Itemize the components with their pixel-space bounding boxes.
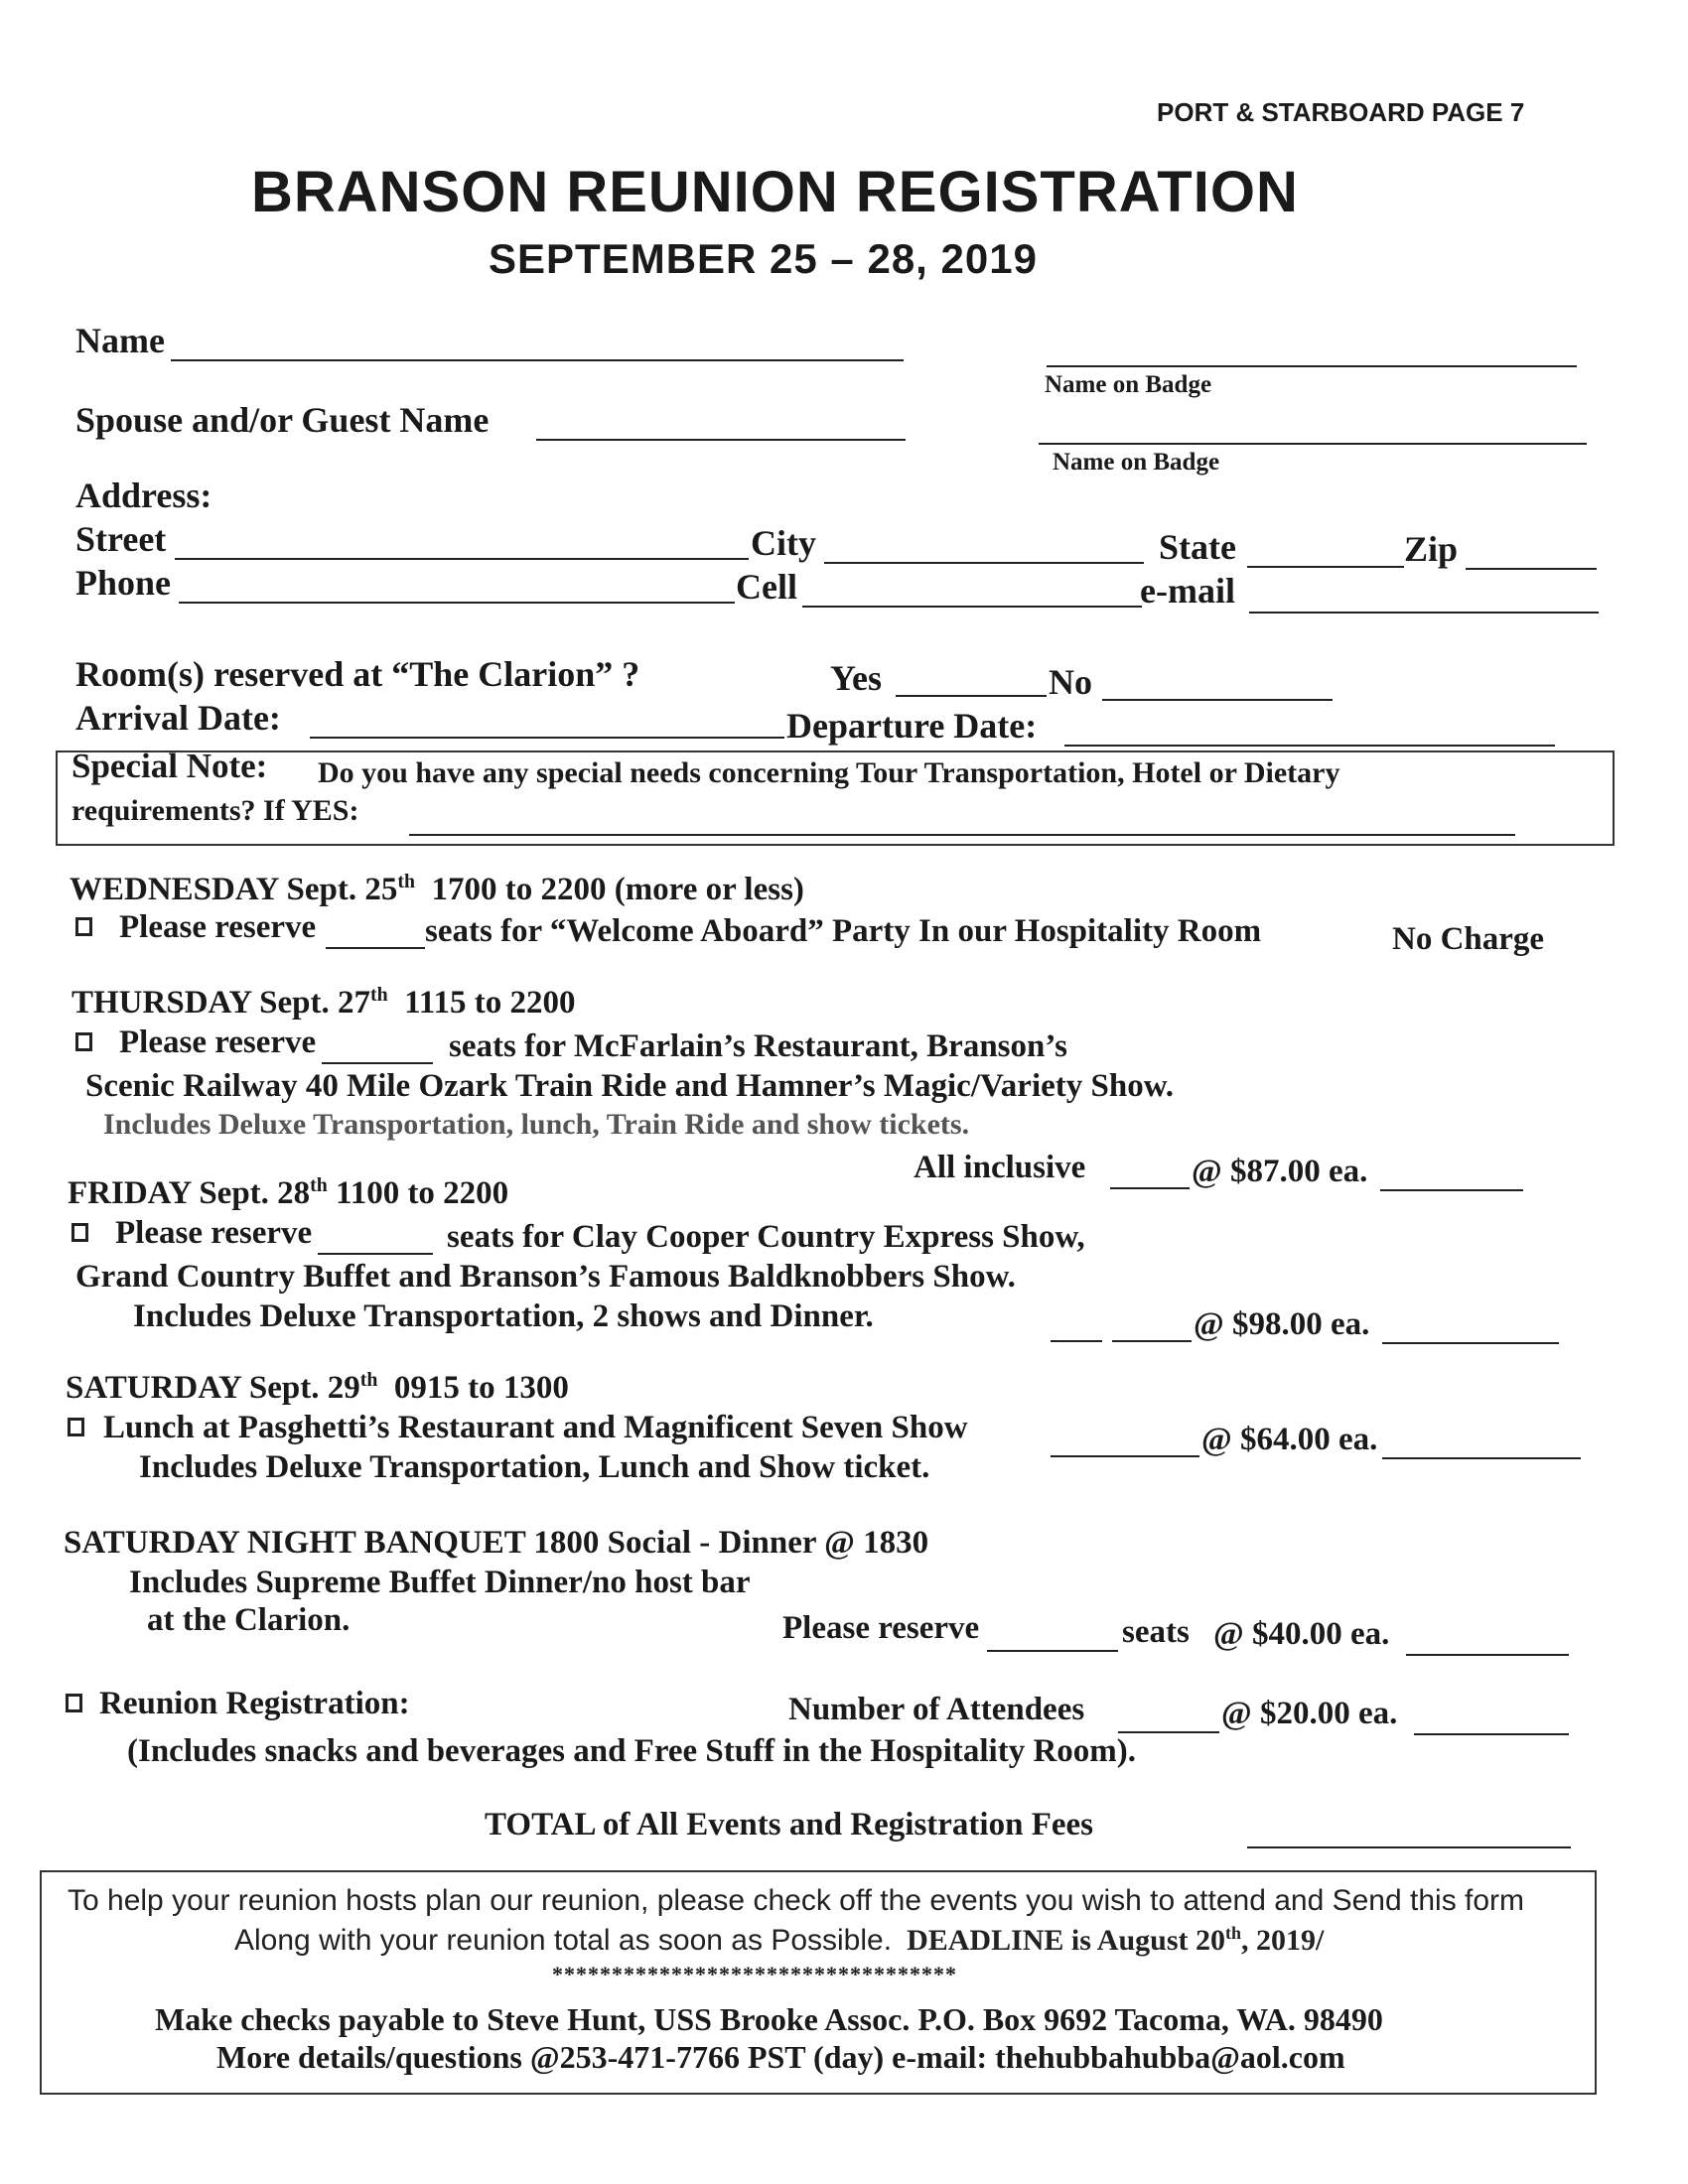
special-note-label: Special Note: — [71, 747, 268, 785]
banquet-seats-field[interactable] — [987, 1650, 1118, 1652]
registration-includes: (Includes snacks and beverages and Free Stuff in the Hospitality Room). — [127, 1733, 1137, 1769]
phone-field[interactable] — [179, 602, 735, 604]
thursday-reserve-label: Please reserve — [119, 1024, 317, 1060]
street-label: Street — [75, 519, 167, 559]
arrival-date-label: Arrival Date: — [75, 698, 281, 738]
friday-seats-field[interactable] — [318, 1253, 433, 1255]
thursday-checkbox[interactable] — [75, 1032, 92, 1051]
wednesday-seats-field[interactable] — [326, 947, 425, 949]
checks-payable: Make checks payable to Steve Hunt, USS Brooke Assoc. P.O. Box 9692 Tacoma, WA. 98490 — [155, 2001, 1383, 2037]
address-label: Address: — [75, 476, 212, 515]
thursday-price: @ $87.00 ea. — [1192, 1154, 1368, 1189]
thursday-description: seats for McFarlain’s Restaurant, Branson’s — [449, 1028, 1067, 1064]
banquet-reserve-label: Please reserve — [782, 1610, 980, 1646]
thursday-total-field[interactable] — [1380, 1189, 1523, 1191]
phone-label: Phone — [75, 563, 172, 603]
wednesday-reserve-label: Please reserve — [119, 909, 317, 945]
arrival-date-field[interactable] — [310, 737, 784, 739]
friday-qty-field-b[interactable] — [1112, 1340, 1192, 1342]
zip-label: Zip — [1404, 529, 1459, 569]
total-field[interactable] — [1247, 1846, 1571, 1848]
badge-name-field-2[interactable] — [1039, 443, 1587, 445]
badge-name-field-1[interactable] — [1047, 365, 1577, 367]
friday-total-field[interactable] — [1382, 1342, 1559, 1344]
thursday-qty-field[interactable] — [1110, 1187, 1190, 1189]
event-dates: SEPTEMBER 25 – 28, 2019 — [489, 235, 1038, 282]
friday-checkbox[interactable] — [71, 1223, 88, 1242]
friday-includes: Includes Deluxe Transportation, 2 shows and Dinner. — [133, 1298, 874, 1334]
friday-price: @ $98.00 ea. — [1194, 1306, 1370, 1342]
name-label: Name — [75, 321, 165, 360]
friday-description-2: Grand Country Buffet and Branson’s Famous Baldknobbers Show. — [75, 1259, 1016, 1295]
thursday-seats-field[interactable] — [322, 1062, 433, 1064]
banquet-seats-label: seats — [1122, 1614, 1190, 1650]
footer-instructions-2: Along with your reunion total as soon as Possible. DEADLINE is August 20th, 2019/ — [234, 1923, 1325, 1957]
form-title: BRANSON REUNION REGISTRATION — [251, 160, 1299, 224]
saturday-heading: SATURDAY Sept. 29th 0915 to 1300 — [66, 1369, 569, 1406]
attendees-label: Number of Attendees — [788, 1692, 1085, 1727]
saturday-checkbox[interactable] — [68, 1418, 84, 1436]
rooms-reserved-label: Room(s) reserved at “The Clarion” ? — [75, 654, 640, 694]
thursday-heading: THURSDAY Sept. 27th 1115 to 2200 — [71, 984, 576, 1021]
registration-checkbox[interactable] — [66, 1694, 82, 1712]
wednesday-description: seats for “Welcome Aboard” Party In our Hospitality Room — [425, 913, 1262, 949]
total-label: TOTAL of All Events and Registration Fees — [485, 1807, 1093, 1843]
saturday-total-field[interactable] — [1382, 1457, 1581, 1459]
saturday-includes: Includes Deluxe Transportation, Lunch and Show ticket. — [139, 1449, 930, 1485]
name-field[interactable] — [171, 359, 904, 361]
registration-total-field[interactable] — [1414, 1733, 1569, 1735]
wednesday-checkbox[interactable] — [75, 917, 92, 936]
contact-details: More details/questions @253-471-7766 PST (day) e-mail: thehubbahubba@aol.com — [216, 2039, 1345, 2075]
saturday-price: @ $64.00 ea. — [1201, 1422, 1378, 1457]
email-label: e-mail — [1140, 571, 1235, 611]
thursday-description-2: Scenic Railway 40 Mile Ozark Train Ride and Hamner’s Magic/Variety Show. — [85, 1068, 1174, 1104]
saturday-description: Lunch at Pasghetti’s Restaurant and Magnificent Seven Show — [103, 1410, 968, 1445]
spouse-name-field[interactable] — [536, 439, 906, 441]
friday-description: seats for Clay Cooper Country Express Show, — [447, 1219, 1085, 1255]
email-field[interactable] — [1249, 612, 1599, 614]
friday-heading: FRIDAY Sept. 28th 1100 to 2200 — [68, 1174, 509, 1211]
banquet-location: at the Clarion. — [147, 1602, 351, 1638]
banquet-total-field[interactable] — [1406, 1654, 1569, 1656]
thursday-inclusive-label: All inclusive — [914, 1150, 1086, 1185]
banquet-includes: Includes Supreme Buffet Dinner/no host bar — [129, 1565, 751, 1600]
registration-label: Reunion Registration: — [99, 1686, 410, 1721]
badge-label-1: Name on Badge — [1045, 371, 1212, 398]
yes-field[interactable] — [896, 695, 1047, 697]
yes-label: Yes — [830, 658, 882, 698]
banquet-heading: SATURDAY NIGHT BANQUET 1800 Social - Dinner @ 1830 — [64, 1525, 929, 1561]
saturday-qty-field[interactable] — [1051, 1455, 1199, 1457]
departure-date-field[interactable] — [1064, 745, 1555, 747]
banquet-price: @ $40.00 ea. — [1213, 1616, 1390, 1652]
friday-reserve-label: Please reserve — [115, 1215, 313, 1251]
special-needs-field[interactable] — [409, 834, 1515, 836]
deadline-text: DEADLINE is August 20th, 2019/ — [907, 1923, 1325, 1957]
city-label: City — [751, 523, 816, 563]
state-field[interactable] — [1247, 566, 1404, 568]
spouse-label: Spouse and/or Guest Name — [75, 400, 490, 440]
cell-field[interactable] — [802, 606, 1142, 608]
wednesday-heading: WEDNESDAY Sept. 25th 1700 to 2200 (more or less) — [70, 871, 804, 907]
departure-date-label: Departure Date: — [786, 706, 1038, 746]
cell-label: Cell — [736, 567, 797, 607]
footer-stars: ********************************** — [552, 1962, 957, 1986]
thursday-includes: Includes Deluxe Transportation, lunch, Train Ride and show tickets. — [103, 1108, 970, 1141]
footer-instructions: To help your reunion hosts plan our reunion, please check off the events you wish to attend and Send this form — [68, 1884, 1525, 1917]
special-note-text-2: requirements? If YES: — [71, 794, 359, 827]
badge-label-2: Name on Badge — [1053, 449, 1220, 476]
special-note-text: Do you have any special needs concerning Tour Transportation, Hotel or Dietary — [318, 756, 1340, 789]
zip-field[interactable] — [1466, 568, 1597, 570]
page-label: PORT & STARBOARD PAGE 7 — [1157, 97, 1525, 127]
street-field[interactable] — [175, 558, 749, 560]
wednesday-charge: No Charge — [1392, 921, 1545, 957]
city-field[interactable] — [824, 562, 1144, 564]
state-label: State — [1159, 527, 1236, 567]
no-label: No — [1049, 662, 1092, 702]
no-field[interactable] — [1102, 699, 1333, 701]
friday-qty-field-a[interactable] — [1051, 1340, 1102, 1342]
registration-price: @ $20.00 ea. — [1221, 1696, 1398, 1731]
